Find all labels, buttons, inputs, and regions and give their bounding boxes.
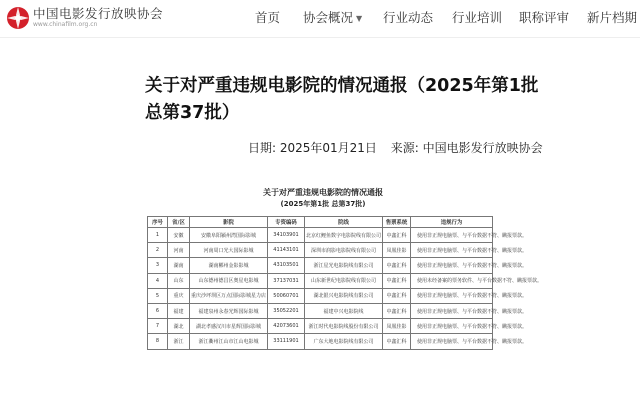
- table-row: [148, 258, 493, 273]
- col-cinema-header: 影院: [190, 217, 268, 228]
- table-row: [148, 228, 493, 243]
- col-province-cell: 福建: [168, 303, 190, 318]
- table-row: [148, 303, 493, 318]
- col-violation-cell: 使用非正规电脑票、与平台数据不符、瞒报票款。: [411, 258, 493, 273]
- col-violation-cell: 使用非正规电脑票、与平台数据不符、瞒报票款。: [411, 288, 493, 303]
- main-nav: [0, 0, 640, 38]
- col-ticket-system-cell: 中鑫汇科: [383, 288, 411, 303]
- col-violation-cell: 使用非正规电脑票、与平台数据不符、瞒报票款。: [411, 243, 493, 258]
- col-index-cell: 5: [148, 288, 168, 303]
- article-title: 关于对严重违规电影院的情况通报（2025年第1批 总第37批）: [145, 76, 539, 123]
- col-index-cell: 6: [148, 303, 168, 318]
- col-cinema-cell: 安徽阜阳颍州湾国际影城: [190, 228, 268, 243]
- site-header: [0, 0, 640, 38]
- col-index-cell: 3: [148, 258, 168, 273]
- col-cinema-cell: 湖北孝感汉川市星辉国际影城: [190, 319, 268, 334]
- col-violation-cell: 使用未经备案的票务软件、与平台数据不符、瞒报票款。: [411, 273, 493, 288]
- col-province-header: 省/区: [168, 217, 190, 228]
- col-ticket-system-cell: 中鑫汇科: [383, 273, 411, 288]
- col-province-cell: 安徽: [168, 228, 190, 243]
- col-chain-header: 院线: [305, 217, 383, 228]
- col-province-cell: 浙江: [168, 334, 190, 349]
- col-violation-header: 违规行为: [411, 217, 493, 228]
- col-index-header: 序号: [148, 217, 168, 228]
- col-chain-cell: 深圳市润影电影院线有限公司: [305, 243, 383, 258]
- col-violation-cell: 使用非正规电脑票、与平台数据不符、瞒报票款。: [411, 228, 493, 243]
- col-index-cell: 4: [148, 273, 168, 288]
- nav-home[interactable]: 首页: [255, 10, 281, 25]
- col-province-cell: 湖南: [168, 258, 190, 273]
- table-row: [148, 334, 493, 349]
- col-fund-code-cell: 33111901: [268, 334, 305, 349]
- col-cinema-cell: 重庆沙坪坝区万点国际影城星力店: [190, 288, 268, 303]
- col-province-cell: 河南: [168, 243, 190, 258]
- notice-document-image: [143, 182, 543, 417]
- col-ticket-system-cell: 凤凰佳影: [383, 243, 411, 258]
- col-cinema-cell: 福建泉州永春光辉国际影城: [190, 303, 268, 318]
- article-date: 日期: 2025年01月21日: [248, 141, 377, 155]
- col-index-cell: 7: [148, 319, 168, 334]
- table-row: [148, 273, 493, 288]
- col-violation-cell: 使用非正规电脑票、与平台数据不符、瞒报票款。: [411, 303, 493, 318]
- col-chain-cell: 浙江时代电影院线股份有限公司: [305, 319, 383, 334]
- table-row: [148, 319, 493, 334]
- col-violation-cell: 使用非正规电脑票、与平台数据不符、瞒报票款。: [411, 319, 493, 334]
- col-ticket-system-cell: 中鑫汇科: [383, 334, 411, 349]
- col-fund-code-header: 专资编码: [268, 217, 305, 228]
- table-row: [148, 243, 493, 258]
- col-chain-cell: 湖北银兴电影院线有限公司: [305, 288, 383, 303]
- nav-industry-training[interactable]: 行业培训: [452, 10, 503, 25]
- nav-association-overview[interactable]: [303, 10, 362, 27]
- col-fund-code-cell: 50060701: [268, 288, 305, 303]
- nav-title-evaluation[interactable]: 职称评审: [519, 10, 570, 25]
- col-chain-cell: 浙江星光电影院线有限公司: [305, 258, 383, 273]
- nav-association-overview-label: 协会概况: [303, 10, 354, 25]
- col-cinema-cell: 山东德州德昌区奥星电影城: [190, 273, 268, 288]
- document-title: 关于对严重违规电影院的情况通报: [263, 188, 383, 197]
- col-fund-code-cell: 37137031: [268, 273, 305, 288]
- col-fund-code-cell: 43103501: [268, 258, 305, 273]
- nav-release-schedule[interactable]: 新片档期: [587, 10, 638, 25]
- col-ticket-system-cell: 中鑫汇科: [383, 228, 411, 243]
- table-header-row: [148, 217, 493, 228]
- col-province-cell: 重庆: [168, 288, 190, 303]
- article-source: 来源: 中国电影发行放映协会: [390, 141, 543, 155]
- col-index-cell: 2: [148, 243, 168, 258]
- nav-industry-news[interactable]: 行业动态: [383, 10, 434, 25]
- col-fund-code-cell: 41143101: [268, 243, 305, 258]
- col-fund-code-cell: 35052201: [268, 303, 305, 318]
- col-chain-cell: 福建中兴电影院线: [305, 303, 383, 318]
- site-name: 中国电影发行放映协会: [33, 6, 164, 21]
- col-ticket-system-cell: 中鑫汇科: [383, 303, 411, 318]
- col-ticket-system-cell: 凤凰佳影: [383, 319, 411, 334]
- chevron-down-icon: ▼: [356, 13, 363, 23]
- col-cinema-cell: 河南周口光大国际影城: [190, 243, 268, 258]
- document-subtitle: (2025年第1批 总第37批): [280, 200, 366, 208]
- col-province-cell: 湖北: [168, 319, 190, 334]
- violation-table: [147, 216, 543, 350]
- col-fund-code-cell: 34103901: [268, 228, 305, 243]
- col-chain-cell: 北京红鲤鱼数字电影院线有限公司: [305, 228, 383, 243]
- col-cinema-cell: 湖南郴州金影影城: [190, 258, 268, 273]
- table-row: [148, 288, 493, 303]
- col-ticket-system-header: 售票系统: [383, 217, 411, 228]
- col-violation-cell: 使用非正规电脑票、与平台数据不符、瞒报票款。: [411, 334, 493, 349]
- col-chain-cell: 广东大地电影院线有限公司: [305, 334, 383, 349]
- col-chain-cell: 山东新世纪电影院线有限公司: [305, 273, 383, 288]
- col-province-cell: 山东: [168, 273, 190, 288]
- col-ticket-system-cell: 中鑫汇科: [383, 258, 411, 273]
- col-index-cell: 1: [148, 228, 168, 243]
- col-fund-code-cell: 42073601: [268, 319, 305, 334]
- site-url: www.chinafilm.org.cn: [33, 21, 98, 28]
- article-meta: [248, 139, 553, 156]
- col-cinema-cell: 浙江衢州江山市江山电影城: [190, 334, 268, 349]
- col-index-cell: 8: [148, 334, 168, 349]
